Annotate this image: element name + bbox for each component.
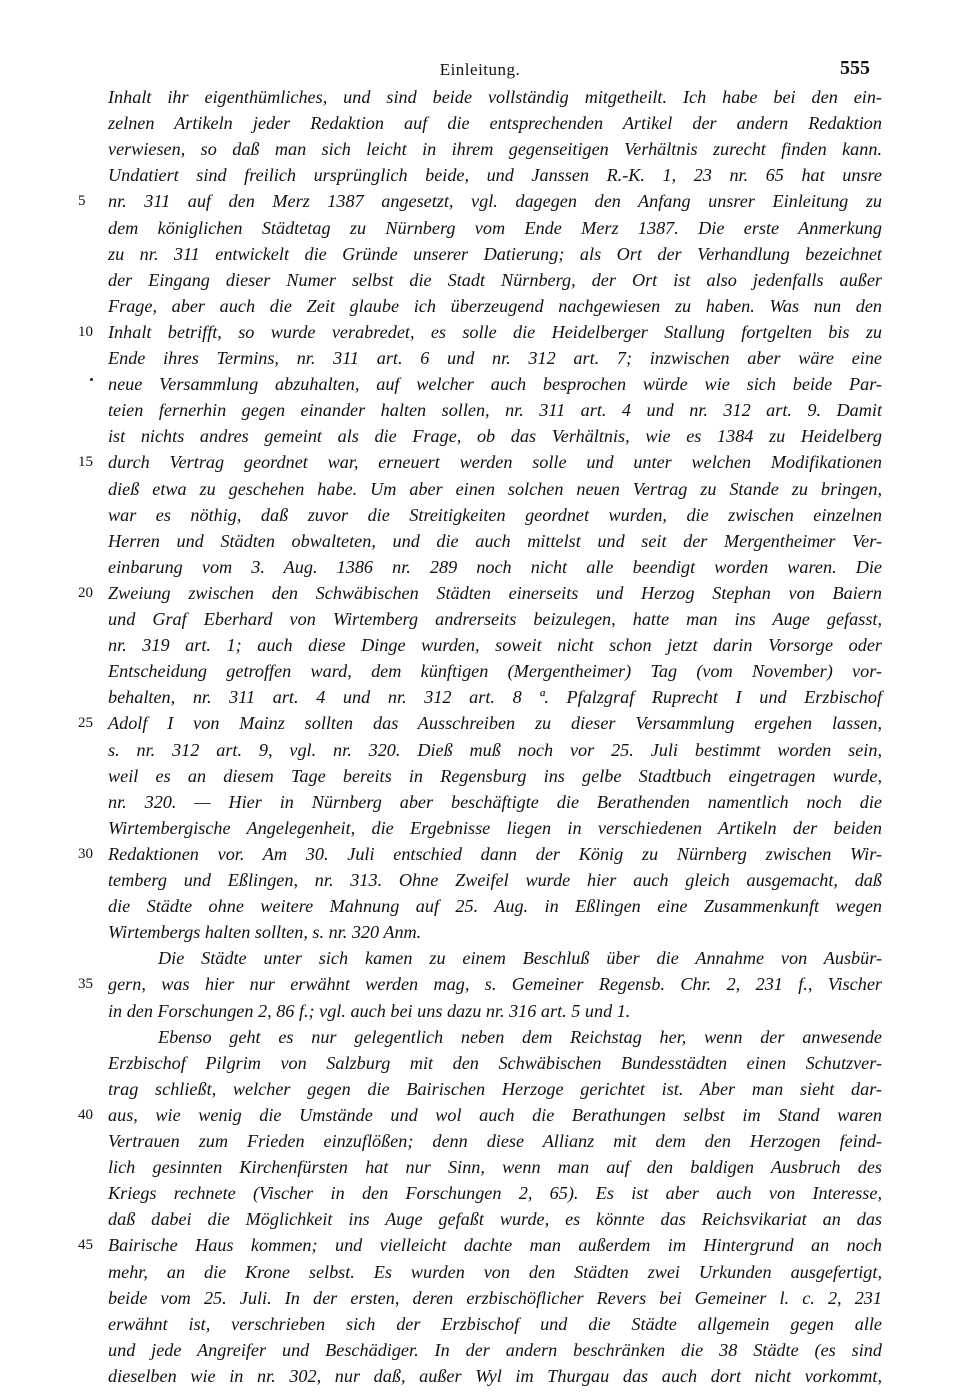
text-line: und Graf Eberhard von Wirtemberg andrerseits beizulegen, hatte man ins Auge gefasst, (108, 609, 882, 629)
text-line: einbarung vom 3. Aug. 1386 nr. 289 noch nicht alle beendigt worden waren. Die (108, 556, 882, 577)
line-number: 35 (78, 976, 93, 993)
text-line: dieselben wie in nr. 302, nur daß, außer Wyl im Thurgau das auch dort nicht vorkommt, (108, 1365, 882, 1386)
text-line: der Eingang dieser Numer selbst die Stadt Nürnberg, der Ort ist also jedenfalls außer (108, 269, 882, 290)
text-line: und jede Angreifer und Beschädiger. In der andern beschränken die 38 Städte (es sind (108, 1339, 882, 1360)
text-line: Zweiung zwischen den Schwäbischen Städten einerseits und Herzog Stephan von Baiern (108, 582, 882, 603)
text-line: in den Forschungen 2, 86 f.; vgl. auch bei uns dazu nr. 316 art. 5 und 1. (108, 1000, 631, 1021)
text-line: neue Versammlung abzuhalten, auf welcher auch besprochen würde wie sich beide Par- (108, 374, 882, 395)
text-line: ist nichts andres gemeint als die Frage, ob das Verhältnis, wie es 1384 zu Heidelberg (108, 426, 882, 447)
running-header: Einleitung. (439, 60, 521, 79)
text-line: Vertrauen zum Frieden einzuflößen; denn diese Allianz mit dem den Herzogen feind- (108, 1131, 882, 1151)
text-line: Die Städte unter sich kamen zu einem Beschluß über die Annahme von Ausbür- (158, 948, 882, 969)
text-line: zelnen Artikeln jeder Redaktion auf die entsprechenden Artikel der andern Redaktion (108, 113, 882, 134)
text-line: verwiesen, so daß man sich leicht in ihrem gegenseitigen Verhältnis zurecht finden kann. (108, 139, 882, 160)
text-line: Entscheidung getroffen ward, dem künftigen (Mergentheimer) Tag (vom November) vor- (108, 661, 882, 682)
page-number: 555 (840, 57, 870, 79)
text-line: Undatiert sind freilich ursprünglich beide, und Janssen R.-K. 1, 23 nr. 65 hat unsre (108, 165, 882, 186)
text-line: nr. 319 art. 1; auch diese Dinge wurden, soweit nicht schon jetzt darin Vorsorge oder (108, 635, 882, 656)
text-line: lich gesinnten Kirchenfürsten hat nur Sinn, wenn man auf den baldigen Ausbruch des (108, 1157, 882, 1178)
line-number: 30 (78, 845, 93, 862)
text-line: die Städte ohne weitere Mahnung auf 25. Aug. in Eßlingen eine Zusammenkunft wegen (108, 896, 882, 917)
text-line: s. nr. 312 art. 9, vgl. nr. 320. Dieß muß noch vor 25. Juli bestimmt worden sein, (108, 739, 882, 760)
line-number: 10 (78, 323, 93, 340)
text-line: beide vom 25. Juli. In der ersten, deren erzbischöflicher Revers bei Gemeiner l. c. 2, 231 (108, 1287, 882, 1308)
text-line: Wirtembergs halten sollten, s. nr. 320 Anm. (108, 922, 422, 943)
line-number: 15 (78, 454, 93, 471)
text-line: trag schließt, welcher gegen die Bairischen Herzoge gerichtet ist. Aber man sieht dar- (108, 1078, 882, 1099)
text-line: Wirtembergische Angelegenheit, die Ergebnisse liegen in verschiedenen Artikeln der beiden (108, 817, 882, 838)
text-line: temberg und Eßlingen, nr. 313. Ohne Zweifel wurde hier auch gleich ausgemacht, daß (108, 870, 882, 890)
text-line: gern, was hier nur erwähnt werden mag, s. Gemeiner Regensb. Chr. 2, 231 f., Vischer (108, 974, 882, 995)
text-line: behalten, nr. 311 art. 4 und nr. 312 art. 8 ª. Pfalzgraf Ruprecht I und Erzbischof (108, 687, 882, 708)
text-line: daß dabei die Möglichkeit ins Auge gefaßt wurde, es könnte das Reichsvikariat an das (108, 1209, 882, 1230)
text-line: nr. 320. — Hier in Nürnberg aber beschäftigte die Berathenden namentlich noch die (108, 791, 882, 812)
text-line: Ebenso geht es nur gelegentlich neben dem Reichstag her, wenn der anwesende (158, 1026, 882, 1047)
text-line: dieß etwa zu geschehen habe. Um aber einen solchen neuen Vertrag zu Stande zu bringen, (108, 478, 882, 499)
text-line: aus, wie wenig die Umstände und wol auch die Berathungen selbst im Stand waren (108, 1104, 882, 1125)
text-line: mehr, an die Krone selbst. Es wurden von den Städten zwei Urkunden ausgefertigt, (108, 1261, 882, 1282)
text-line: Frage, aber auch die Zeit glaube ich überzeugend nachgewiesen zu haben. Was nun den (108, 295, 882, 316)
text-line: teien fernerhin gegen einander halten sollen, nr. 311 art. 4 und nr. 312 art. 9. Damit (108, 400, 882, 421)
line-number: 5 (78, 193, 86, 210)
text-line: dem königlichen Städtetag zu Nürnberg vom Ende Merz 1387. Die erste Anmerkung (108, 217, 882, 238)
text-line: Bairische Haus kommen; und vielleicht dachte man außerdem im Hintergrund an noch (108, 1235, 882, 1256)
text-line: weil es an diesem Tage bereits in Regensburg ins gelbe Stadtbuch eingetragen wurde, (108, 765, 882, 786)
text-line: Redaktionen vor. Am 30. Juli entschied dann der König zu Nürnberg zwischen Wir- (108, 843, 882, 864)
text-line: Ende ihres Termins, nr. 311 art. 6 und nr. 312 art. 7; inzwischen aber wäre eine (108, 348, 882, 368)
text-line: Kriegs rechnete (Vischer in den Forschungen 2, 65). Es ist aber auch von Interesse, (108, 1183, 882, 1204)
margin-dot (90, 378, 93, 381)
line-number: 25 (78, 715, 93, 732)
text-line: Erzbischof Pilgrim von Salzburg mit den Schwäbischen Bundesstädten einen Schutzver- (108, 1052, 882, 1073)
text-line: erwähnt ist, verschrieben sich der Erzbischof und die Städte allgemein gegen alle (108, 1313, 882, 1334)
text-line: Adolf I von Mainz sollten das Ausschreiben zu dieser Versammlung ergehen lassen, (108, 713, 882, 734)
text-line: Herren und Städten obwalteten, und die auch mittelst und seit der Mergentheimer Ver- (108, 530, 882, 551)
line-number: 40 (78, 1106, 93, 1123)
text-line: Inhalt betrifft, so wurde verabredet, es solle die Heidelberger Stallung fortgelten bis zu (108, 321, 882, 342)
text-line: Inhalt ihr eigenthümliches, und sind beide vollständig mitgetheilt. Ich habe bei den ein- (108, 87, 882, 107)
line-number: 20 (78, 584, 93, 601)
text-line: zu nr. 311 entwickelt die Gründe unserer Datierung; als Ort der Verhandlung bezeichnet (108, 243, 882, 264)
line-number: 45 (78, 1237, 93, 1254)
text-line: durch Vertrag geordnet war, erneuert werden solle und unter welchen Modifikationen (108, 452, 882, 473)
text-line: war es nöthig, daß zuvor die Streitigkeiten geordnet wurden, die zwischen einzelnen (108, 504, 882, 525)
text-line: nr. 311 auf den Merz 1387 angesetzt, vgl. dagegen den Anfang unsrer Einleitung zu (108, 191, 882, 212)
